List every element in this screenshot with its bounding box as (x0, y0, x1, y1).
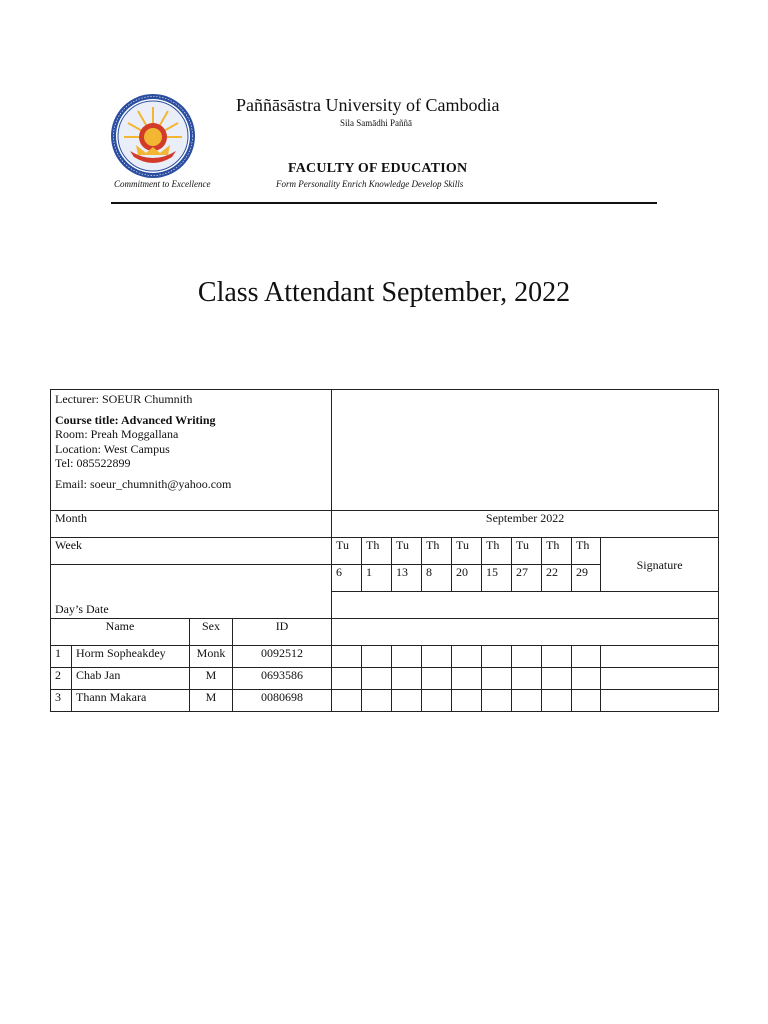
weekday-cell: Th (362, 538, 392, 565)
id-column-header: ID (233, 619, 332, 646)
date-cell: 8 (422, 565, 452, 592)
date-cell: 20 (452, 565, 482, 592)
row-number: 3 (51, 690, 72, 712)
month-value: September 2022 (332, 511, 719, 538)
attendance-cell[interactable] (512, 646, 542, 668)
attendance-cell[interactable] (362, 668, 392, 690)
row-number: 2 (51, 668, 72, 690)
weekday-cell: Tu (332, 538, 362, 565)
attendance-cell[interactable] (452, 646, 482, 668)
blank-column-header (332, 619, 719, 646)
student-id: 0080698 (233, 690, 332, 712)
student-sex: M (190, 690, 233, 712)
weekday-cell: Th (542, 538, 572, 565)
email-text: Email: soeur_chumnith@yahoo.com (55, 476, 232, 491)
row-number: 1 (51, 646, 72, 668)
table-row (51, 668, 719, 690)
attendance-cell[interactable] (362, 646, 392, 668)
university-seal-logo (110, 93, 196, 179)
date-cell: 1 (362, 565, 392, 592)
student-id: 0693586 (233, 668, 332, 690)
header-divider (111, 202, 657, 204)
attendance-cell[interactable] (362, 690, 392, 712)
university-name: Paññāsāstra University of Cambodia (236, 95, 500, 115)
attendance-cell[interactable] (452, 690, 482, 712)
attendance-cell[interactable] (542, 646, 572, 668)
faculty-taglines: Form Personality Enrich Knowledge Develop Skills (276, 179, 464, 189)
attendance-cell[interactable] (482, 668, 512, 690)
weekday-cell: Th (482, 538, 512, 565)
weekday-cell: Tu (392, 538, 422, 565)
attendance-cell[interactable] (392, 646, 422, 668)
blank-header-cell (332, 390, 719, 511)
days-date-label: Day’s Date (51, 565, 332, 619)
attendance-cell[interactable] (422, 646, 452, 668)
date-cell: 6 (332, 565, 362, 592)
attendance-cell[interactable] (332, 646, 362, 668)
weekday-cell: Tu (452, 538, 482, 565)
sex-column-header: Sex (190, 619, 233, 646)
commitment-text: Commitment to Excellence (114, 179, 211, 189)
student-sex: Monk (190, 646, 233, 668)
signature-cell[interactable] (601, 646, 719, 668)
faculty-name: FACULTY OF EDUCATION (288, 161, 468, 176)
tel-text: Tel: 085522899 (55, 456, 131, 470)
attendance-cell[interactable] (512, 690, 542, 712)
lecturer-text: Lecturer: SOEUR Chumnith (55, 392, 193, 406)
attendance-cell[interactable] (422, 690, 452, 712)
attendance-cell[interactable] (392, 690, 422, 712)
attendance-cell[interactable] (572, 646, 601, 668)
month-label: Month (51, 511, 332, 538)
weekday-cell: Th (422, 538, 452, 565)
table-row (51, 690, 719, 712)
date-cell: 27 (512, 565, 542, 592)
attendance-cell[interactable] (572, 668, 601, 690)
course-title-text: Course title: Advanced Writing (55, 412, 216, 427)
student-name: Horm Sopheakdey (72, 646, 190, 668)
university-motto: Sila Samādhi Paññā (340, 118, 412, 128)
student-id: 0092512 (233, 646, 332, 668)
attendance-cell[interactable] (542, 690, 572, 712)
date-cell: 29 (572, 565, 601, 592)
week-label: Week (51, 538, 332, 565)
attendance-cell[interactable] (332, 690, 362, 712)
table-row (51, 646, 719, 668)
signature-cell[interactable] (601, 668, 719, 690)
date-cell: 22 (542, 565, 572, 592)
attendance-cell[interactable] (512, 668, 542, 690)
date-cell: 13 (392, 565, 422, 592)
weekday-cell: Th (572, 538, 601, 565)
page-title: Class Attendant September, 2022 (197, 277, 571, 308)
attendance-cell[interactable] (482, 646, 512, 668)
student-name: Chab Jan (72, 668, 190, 690)
attendance-cell[interactable] (572, 690, 601, 712)
date-cell: 15 (482, 565, 512, 592)
name-column-header: Name (51, 619, 190, 646)
location-text: Location: West Campus (55, 441, 170, 456)
attendance-cell[interactable] (542, 668, 572, 690)
student-name: Thann Makara (72, 690, 190, 712)
attendance-cell[interactable] (392, 668, 422, 690)
weekday-cell: Tu (512, 538, 542, 565)
student-sex: M (190, 668, 233, 690)
room-text: Room: Preah Moggallana (55, 427, 179, 441)
attendance-table (50, 389, 719, 712)
course-info-cell (51, 390, 332, 511)
signature-cell[interactable] (601, 690, 719, 712)
attendance-cell[interactable] (422, 668, 452, 690)
attendance-cell[interactable] (452, 668, 482, 690)
attendance-cell[interactable] (332, 668, 362, 690)
signature-header: Signature (601, 538, 719, 592)
blank-date-row (332, 592, 719, 619)
attendance-cell[interactable] (482, 690, 512, 712)
